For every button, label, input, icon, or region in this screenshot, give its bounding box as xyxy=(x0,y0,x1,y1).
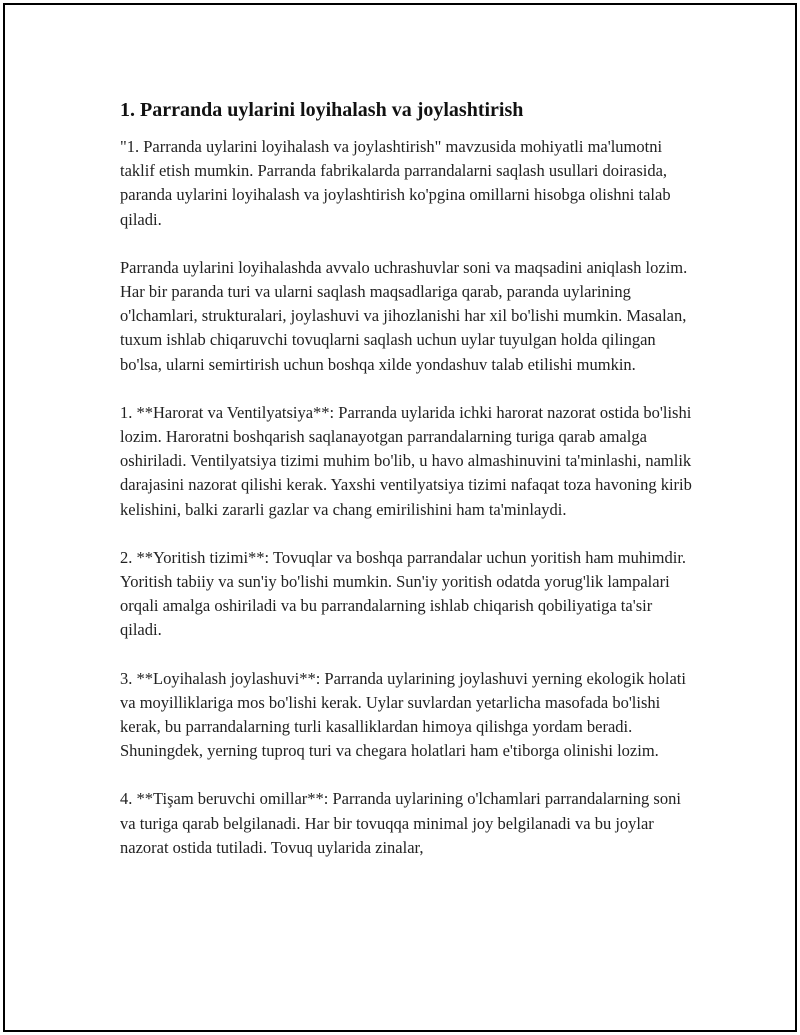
design-paragraph: Parranda uylarini loyihalashda avvalo uchrashuvlar soni va maqsadini aniqlash lozim. Har bir paranda turi va ularni saqlash maqsadlariga qarab, paranda uylarining o'lchamlari, strukturalari, joylashuvi va jihozlanishi har xil bo'lishi mumkin. Masalan, tuxum ishlab chiqaruvchi tovuqlarni saqlash uchun uylar tuyulgan holda qilingan bo'lsa, ularni semirtirish uchun boshqa xilde yondashuv talab etilishi mumkin. xyxy=(120,257,688,374)
factors-paragraph: 4. **Tişam beruvchi omillar**: Parranda uylarining o'lchamlari parrandalarning soni va turiga qarab belgilanadi. Har bir tovuqqa minimal joy belgilanadi va bu joylar nazorat ostida tutiladi. Tovuq uylarida zinalar, xyxy=(120,789,681,857)
lighting-paragraph: 2. **Yoritish tizimi**: Tovuqlar va boshqa parrandalar uchun yoritish ham muhimdir. Yoritish tabiiy va sun'iy bo'lishi mumkin. Sun'iy yoritish odatda yorug'lik lampalari orqali amalga oshiriladi va bu parrandalarning ishlab chiqarish qobiliyatiga ta'sir qiladi. xyxy=(120,547,687,640)
page-frame xyxy=(3,3,797,1032)
location-paragraph: 3. **Loyihalash joylashuvi**: Parranda uylarining joylashuvi yerning ekologik holati va moyilliklariga mos bo'lishi kerak. Uylar suvlardan yetarlicha masofada bo'lishi kerak, bu parrandalarning turli kasalliklardan himoya qilishga yordam beradi. Shuningdek, yerning tuproq turi va chegara holatlari ham e'tiborga olinishi lozim. xyxy=(120,668,686,761)
intro-paragraph: "1. Parranda uylarini loyihalash va joylashtirish" mavzusida mohiyatli ma'lumotni taklif etish mumkin. Parranda fabrikalarda parrandalarni saqlash usullari doirasida, paranda uylarini loyihalash va joylashtirish ko'pgina omillarni hisobga olishni talab qiladi. xyxy=(120,137,671,229)
page-title: 1. Parranda uylarini loyihalash va joylashtirish xyxy=(120,99,524,121)
document-body xyxy=(120,97,692,884)
temperature-ventilation-paragraph: 1. **Harorat va Ventilyatsiya**: Parranda uylarida ichki harorat nazorat ostida bo'lishi lozim. Haroratni boshqarish saqlanayotgan parrandalarning turiga qarab amalga oshiriladi. Ventilyatsiya tizimi muhim bo'lib, u havo almashinuvini ta'minlashi, namlik darajasini nazorat qilishi kerak. Yaxshi ventilyatsiya tizimi nafaqat toza havoning kirib kelishini, balki zararli gazlar va chang emirilishini ham ta'minlaydi. xyxy=(120,402,692,519)
